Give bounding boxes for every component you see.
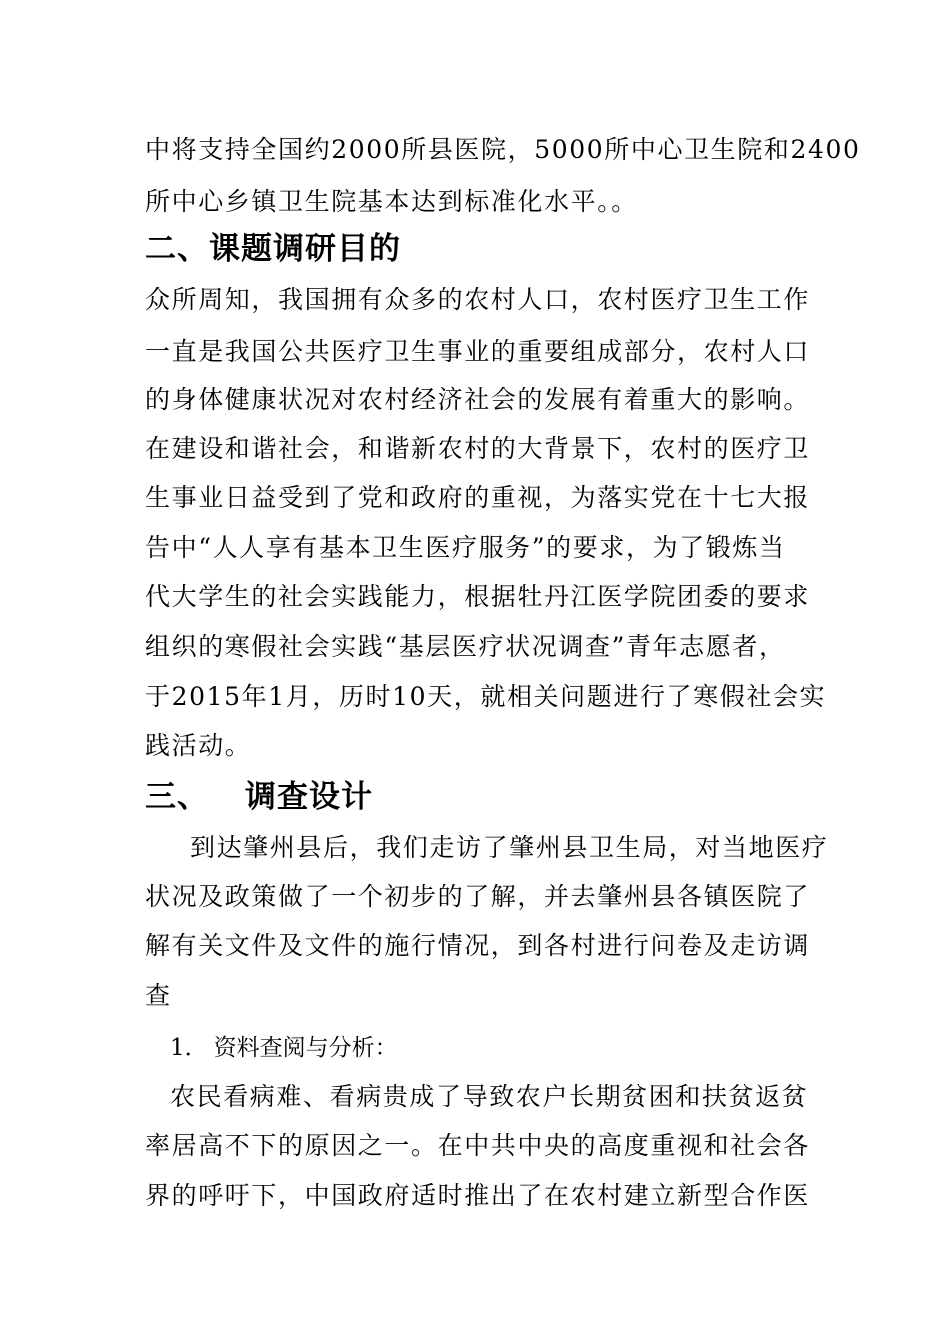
paragraph-line: 所中心乡镇卫生院基本达到标准化水平。。 xyxy=(145,187,638,216)
paragraph-line: 查 xyxy=(145,981,172,1010)
paragraph-line: 组织的寒假社会实践“基层医疗状况调查”青年志愿者， xyxy=(145,632,786,661)
paragraph-line: 的身体健康状况对农村经济社会的发展有着重大的影响。 xyxy=(145,385,811,414)
paragraph-line: 生事业日益受到了党和政府的重视，为落实党在十七大报 xyxy=(145,483,811,512)
subsection-title: 资料查阅与分析： xyxy=(213,1035,398,1061)
paragraph-line: 于2015年1月，历时10天，就相关问题进行了寒假社会实 xyxy=(145,682,827,711)
paragraph-line: 状况及政策做了一个初步的了解，并去肇州县各镇医院了 xyxy=(145,882,811,911)
section-heading-number: 三、 xyxy=(145,779,209,815)
section-heading-text: 调查设计 xyxy=(245,779,373,815)
paragraph-line: 众所周知，我国拥有众多的农村人口，农村医疗卫生工作 xyxy=(145,285,811,314)
paragraph-line: 在建设和谐社会，和谐新农村的大背景下，农村的医疗卫 xyxy=(145,434,811,463)
paragraph-line: 解有关文件及文件的施行情况，到各村进行问卷及走访调 xyxy=(145,931,811,960)
paragraph-line: 践活动。 xyxy=(145,731,252,760)
subsection-heading xyxy=(170,1032,398,1064)
paragraph-line: 率居高不下的原因之一。在中共中央的高度重视和社会各 xyxy=(145,1131,811,1160)
section-heading: 二、课题调研目的 xyxy=(145,231,401,267)
subsection-number: 1． xyxy=(170,1035,208,1061)
paragraph-line: 中将支持全国约2000所县医院，5000所中心卫生院和2400 xyxy=(145,135,861,164)
paragraph-line: 代大学生的社会实践能力，根据牡丹江医学院团委的要求 xyxy=(145,582,811,611)
paragraph-line: 一直是我国公共医疗卫生事业的重要组成部分，农村人口 xyxy=(145,337,811,366)
paragraph-line: 农民看病难、看病贵成了导致农户长期贫困和扶贫返贫 xyxy=(170,1082,809,1111)
paragraph-line: 到达肇州县后，我们走访了肇州县卫生局，对当地医疗 xyxy=(190,833,829,862)
paragraph-line: 告中“人人享有基本卫生医疗服务”的要求，为了锻炼当 xyxy=(145,533,786,562)
paragraph-line: 界的呼吁下，中国政府适时推出了在农村建立新型合作医 xyxy=(145,1181,811,1210)
section-heading xyxy=(145,777,373,817)
